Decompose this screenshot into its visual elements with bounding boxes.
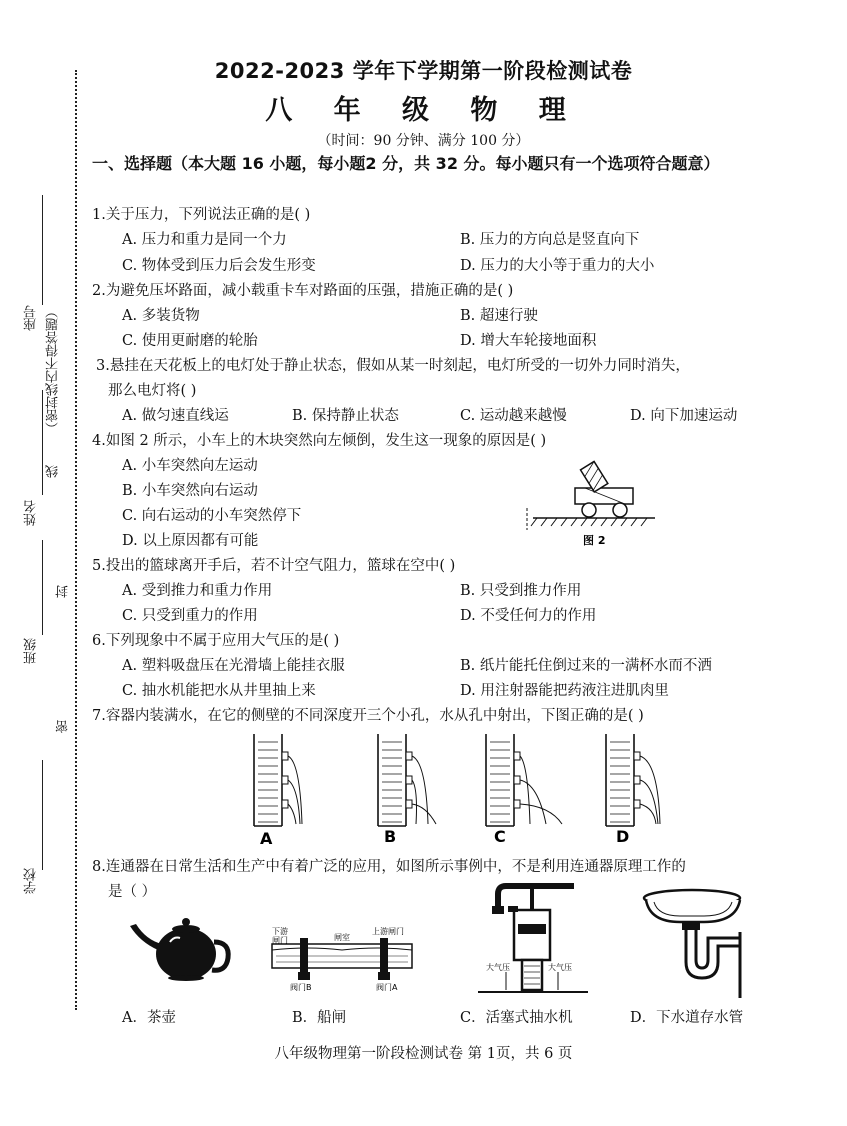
fig7-label-b: B xyxy=(384,827,397,846)
q8-option-a[interactable]: A．茶壶 xyxy=(122,1010,176,1026)
q2-option-b[interactable]: B. 超速行驶 xyxy=(460,308,538,324)
q1-option-d[interactable]: D. 压力的大小等于重力的大小 xyxy=(460,258,655,274)
q8-option-b[interactable]: B．船闸 xyxy=(292,1010,347,1026)
school-fill-line xyxy=(42,760,43,870)
seal-secret-label: 密 xyxy=(56,720,71,733)
ship-lock-valve-b: 阀门B xyxy=(290,983,312,992)
q3-option-d[interactable]: D. 向下加速运动 xyxy=(630,408,738,424)
time-info: （时间：90 分钟、满分 100 分） xyxy=(317,133,530,149)
seat-label: 座号 xyxy=(24,305,39,331)
q4-option-a[interactable]: A. 小车突然向左运动 xyxy=(122,458,258,474)
tank-b xyxy=(378,734,436,826)
subject-title: 八 年 级 物 理 xyxy=(265,95,582,126)
q3-option-a[interactable]: A. 做匀速直线运 xyxy=(122,408,229,424)
question-3-stem-cont: 那么电灯将( ) xyxy=(108,383,197,399)
question-7-stem: 7.容器内装满水，在它的侧壁的不同深度开三个小孔，水从孔中射出，下图正确的是( ) xyxy=(92,708,644,724)
question-6-stem: 6.下列现象中不属于应用大气压的是( ) xyxy=(92,633,340,649)
q1-option-b[interactable]: B. 压力的方向总是竖直向下 xyxy=(460,232,640,248)
question-3-stem: 3.悬挂在天花板上的电灯处于静止状态，假如从某一时刻起，电灯所受的一切外力同时消失， xyxy=(96,358,690,374)
section-heading: 一、选择题（本大题 16 小题，每小题2 分，共 32 分。每小题只有一个选项符合题意） xyxy=(92,154,720,173)
q3-option-c[interactable]: C. 运动越来越慢 xyxy=(460,408,567,424)
pump-atm-left: 大气压 xyxy=(486,963,510,972)
ship-lock-lower-gate-2: 闸门 xyxy=(272,936,288,945)
ship-lock-valve-a: 阀门A xyxy=(376,983,398,992)
q2-option-d[interactable]: D. 增大车轮接地面积 xyxy=(460,333,597,349)
question-8-stem: 8.连通器在日常生活和生产中有着广泛的应用，如图所示事例中，不是利用连通器原理工作的 xyxy=(92,859,686,875)
q6-option-d[interactable]: D. 用注射器能把药液注进肌肉里 xyxy=(460,683,669,699)
tank-d xyxy=(606,734,660,826)
piston-pump-image xyxy=(478,880,588,998)
tank-a xyxy=(254,734,302,826)
ship-lock-chamber: 闸室 xyxy=(334,933,350,942)
drain-trap-image xyxy=(640,888,750,998)
fig7-label-c: C xyxy=(494,827,506,846)
figure-2-cart xyxy=(525,458,660,548)
fig7-label-a: A xyxy=(260,829,273,848)
name-label: 姓名 xyxy=(24,500,39,526)
fig7-label-d: D xyxy=(616,827,630,846)
q6-option-b[interactable]: B. 纸片能托住倒过来的一满杯水而不洒 xyxy=(460,658,712,674)
ship-lock-upper-gate: 上游闸门 xyxy=(372,927,404,936)
class-label: 班级 xyxy=(24,638,39,664)
school-label: 学校 xyxy=(24,868,39,894)
q5-option-a[interactable]: A. 受到推力和重力作用 xyxy=(122,583,273,599)
q2-option-a[interactable]: A. 多装货物 xyxy=(122,308,200,324)
ship-lock-image xyxy=(268,928,418,998)
q1-option-a[interactable]: A. 压力和重力是同一个力 xyxy=(122,232,287,248)
question-5-stem: 5.投出的篮球离开手后，若不计空气阻力，篮球在空中( ) xyxy=(92,558,456,574)
pump-atm-right: 大气压 xyxy=(548,963,572,972)
tank-c xyxy=(486,734,562,826)
question-4-stem: 4.如图 2 所示，小车上的木块突然向左倾倒，发生这一现象的原因是( ) xyxy=(92,433,547,449)
question-2-stem: 2.为避免压坏路面，减小载重卡车对路面的压强，措施正确的是( ) xyxy=(92,283,514,299)
q6-option-c[interactable]: C. 抽水机能把水从井里抽上来 xyxy=(122,683,316,699)
q5-option-d[interactable]: D. 不受任何力的作用 xyxy=(460,608,597,624)
q8-option-d[interactable]: D．下水道存水管 xyxy=(630,1010,744,1026)
seat-fill-line xyxy=(42,195,43,305)
teapot-image xyxy=(126,912,236,984)
question-1-stem: 1.关于压力，下列说法正确的是( ) xyxy=(92,207,311,223)
figure-water-jets xyxy=(240,732,680,847)
seal-seal-label: 封 xyxy=(56,585,71,598)
q8-option-c[interactable]: C．活塞式抽水机 xyxy=(460,1010,573,1026)
question-8-stem-cont: 是（ ） xyxy=(108,884,157,900)
ship-lock-lower-gate: 下游 xyxy=(272,927,288,936)
seal-notice: （密封线内不得答题） xyxy=(46,305,61,435)
q6-option-a[interactable]: A. 塑料吸盘压在光滑墙上能挂衣服 xyxy=(122,658,345,674)
seal-line-label: 线 xyxy=(46,465,61,478)
class-fill-line xyxy=(42,540,43,635)
q2-option-c[interactable]: C. 使用更耐磨的轮胎 xyxy=(122,333,258,349)
q5-option-c[interactable]: C. 只受到重力的作用 xyxy=(122,608,258,624)
q5-option-b[interactable]: B. 只受到推力作用 xyxy=(460,583,582,599)
exam-title: 2022-2023 学年下学期第一阶段检测试卷 xyxy=(214,59,633,83)
name-fill-line xyxy=(42,390,43,495)
q4-option-c[interactable]: C. 向右运动的小车突然停下 xyxy=(122,508,302,524)
seal-dotted-line xyxy=(75,70,77,1010)
q3-option-b[interactable]: B. 保持静止状态 xyxy=(292,408,399,424)
figure-2-caption: 图 2 xyxy=(583,534,606,547)
q4-option-d[interactable]: D. 以上原因都有可能 xyxy=(122,533,259,549)
q4-option-b[interactable]: B. 小车突然向右运动 xyxy=(122,483,258,499)
page-footer: 八年级物理第一阶段检测试卷 第 1页，共 6 页 xyxy=(274,1046,573,1062)
q1-option-c[interactable]: C. 物体受到压力后会发生形变 xyxy=(122,258,316,274)
